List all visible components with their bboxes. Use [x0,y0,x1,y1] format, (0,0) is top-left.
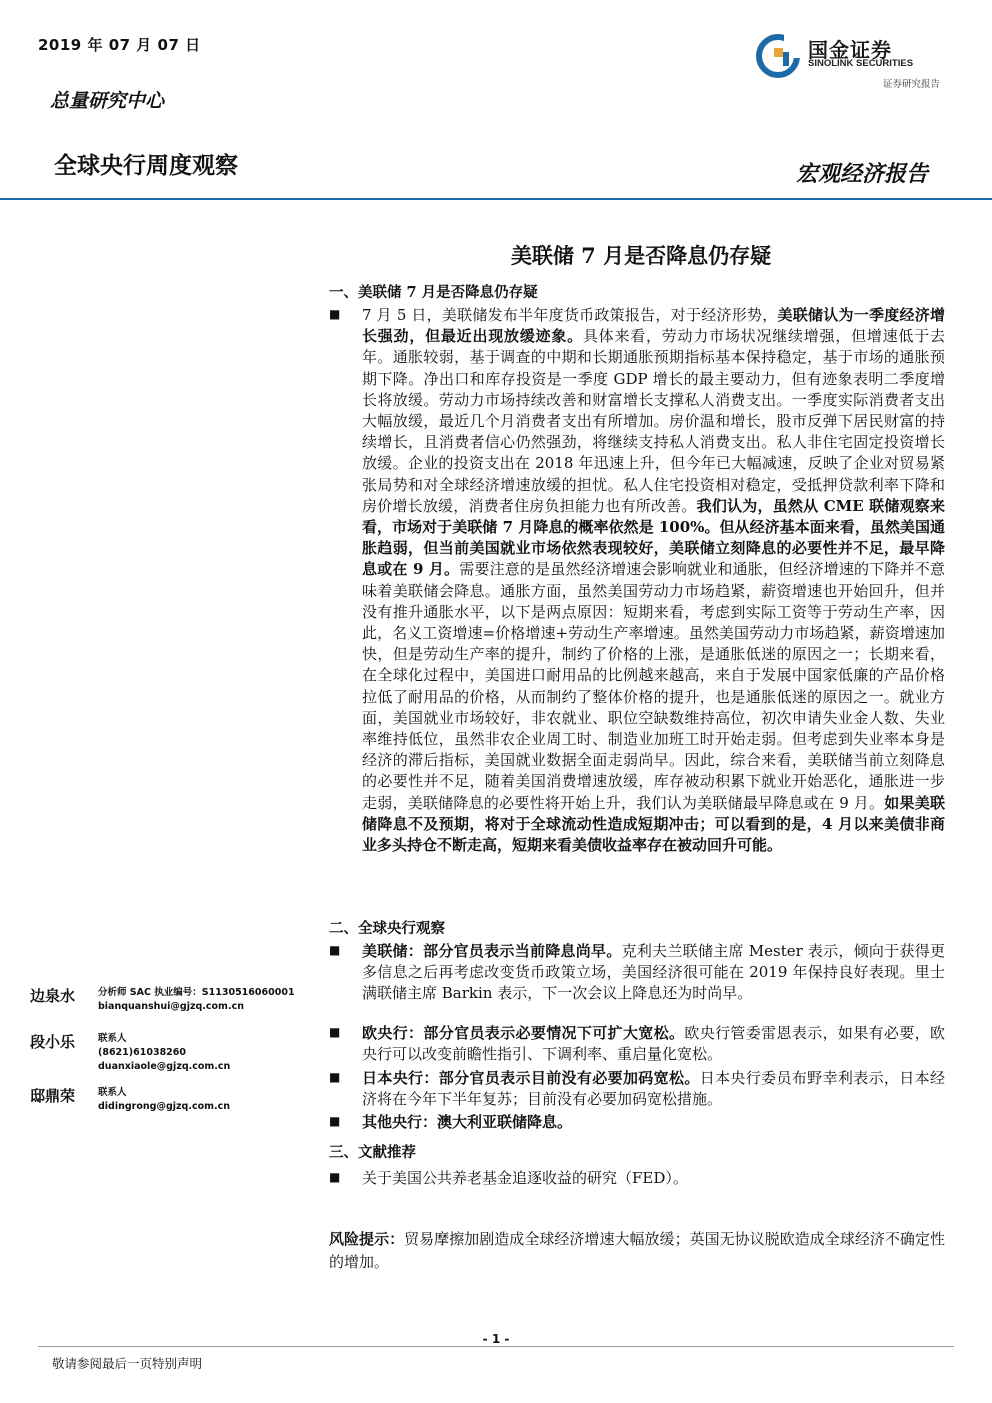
bullet-square-icon: ■ [329,1114,341,1128]
section-heading-3: 三、文献推荐 [329,1144,416,1161]
page-number: - 1 - [482,1332,510,1346]
paragraph-text: 7 月 5 日，美联储发布半年度货币政策报告，对于经济形势，美联储认为一季度经济增长强劲，但最近出现放缓迹象。具体来看，劳动力市场状况继续增强，但增速低于去年。通胀较弱，基于调查的中期和长期通胀预期指标基本保持稳定，基于市场的通胀预期下降。净出口和库存投资是一季度 GDP 增长的最主要动力，但有迹象表明二季度增长将放缓。劳动力市场持续改善和财富增长支撑私人消费支出。一季度实际消费者支出大幅放缓，最近几个月消费者支出有所增加。房价温和增长，股市反弹下居民财富的持续增长，且消费者信心仍然强劲，将继续支持私人消费支出。私人非住宅固定投资增长放缓。企业的投资支出在 2018 年迅速上升，但今年已大幅减速，反映了企业对贸易紧张局势和对全球经济增速放缓的担忧。私人住宅投资相对稳定，受抵押贷款利率下降和房价增长放缓，消费者住房负担能力也有所改善。我们认为，虽然从 CME 联储观察来看，市场对于美联储 7 月降息的概率依然是 100%。但从经济基本面来看，虽然美国通胀趋弱，但当前美国就业市场依然表现较好，美联储立刻降息的必要性并不足，最早降息或在 9 月。需要注意的是虽然经济增速会影响就业和通胀，但经济增速的下降并不意味着美联储会降息。通胀方面，虽然美国劳动力市场趋紧，薪资增速也开始回升，但并没有推升通胀水平，以下是两点原因：短期来看，考虑到实际工资等于劳动生产率，因此，名义工资增速=价格增速+劳动生产率增速。虽然美国劳动力市场趋紧，薪资增速加快，但是劳动生产率的提升，制约了价格的上涨，是通胀低迷的原因之一；长期来看，在全球化过程中，美国进口耐用品的比例越来越高，来自于发展中国家低廉的产品价格拉低了耐用品的价格，从而制约了整体价格的提升，也是通胀低迷的原因之一。就业方面，美国就业市场较好，非农就业、职位空缺数维持高位，初次申请失业金人数、失业率维持低位，虽然非农企业周工时、制造业加班工时开始走弱。但考虑到失业率本身是经济的滞后指标，美国就业数据全面走弱尚早。因此，综合来看，美联储当前立刻降息的必要性并不足，随着美国消费增速放缓，库存被动积累下就业开始恶化，通胀进一步走弱，美联储降息的必要性将开始上升，我们认为美联储最早降息或在 9 月。如果美联储降息不及预期，将对于全球流动性造成短期冲击；可以看到的是，4 月以来美债非商业多头持仓不断走高，短期来看美债收益率存在被动回升可能。 [362,306,945,855]
logo-chinese-name: 国金证券 [808,38,892,62]
section-2-item-boj: ■ 日本央行：部分官员表示目前没有必要加码宽松。日本央行委员布野幸利表示，日本经济将在今年下半年复苏；目前没有必要加码宽松措施。 [329,1069,945,1109]
section-2-item-ecb: ■ 欧央行：部分官员表示必要情况下可扩大宽松。欧央行管委雷恩表示，如果有必要，欧央行可以改变前瞻性指引、下调利率、重启量化宽松。 [329,1024,945,1064]
bullet-square-icon: ■ [329,1170,341,1184]
section-2-item-fed: ■ 美联储：部分官员表示当前降息尚早。克利夫兰联储主席 Mester 表示，倾向于获得更多信息之后再考虑改变货币政策立场，美国经济很可能在 2019 年保持良好表现。里士满联储主席 Barkin 表示，下一次会议上降息还为时尚早。 [329,942,945,1003]
author-name: 边泉水 [30,987,76,1005]
author-name: 邸鼎荣 [30,1087,76,1105]
report-date: 2019 年 07 月 07 日 [38,36,201,54]
risk-warning [329,1228,945,1274]
footer-divider [38,1346,954,1347]
author-name: 段小乐 [30,1033,76,1051]
bullet-square-icon: ■ [329,943,341,957]
report-series-title: 全球央行周度观察 [54,153,238,179]
logo-english-name: SINOLINK SECURITIES [808,58,914,69]
author-entry [30,1085,310,1125]
research-center-name: 总量研究中心 [50,90,165,112]
logo-mark-icon [756,30,806,80]
bullet-square-icon: ■ [329,307,341,321]
logo-subtitle: 证券研究报告 [882,79,940,90]
risk-label: 风险提示： [329,1230,405,1248]
risk-text: 贸易摩擦加剧造成全球经济增速大幅放缓；英国无协议脱欧造成全球经济不确定性的增加。 [329,1230,945,1271]
section-2-item-others: ■ 其他央行：澳大利亚联储降息。 [329,1113,573,1131]
company-logo [756,30,948,92]
author-entry [30,985,310,1031]
bullet-square-icon: ■ [329,1070,341,1084]
header-divider [0,198,992,200]
section-heading-2: 二、全球央行观察 [329,920,445,937]
author-entry [30,1031,310,1085]
author-contact: 分析师 SAC 执业编号：S1130516060001 bianquanshui@gjzq.com.cn [98,987,295,1012]
author-contact: 联系人 didingrong@gjzq.com.cn [98,1087,231,1112]
author-contact: 联系人 (8621)61038260 duanxiaole@gjzq.com.cn [98,1033,231,1072]
author-list [30,985,310,1125]
document-title: 美联储 7 月是否降息仍存疑 [510,243,772,268]
section-3-item: ■ 关于美国公共养老基金追逐收益的研究（FED）。 [329,1169,688,1187]
footer-disclaimer: 敬请参阅最后一页特别声明 [52,1356,203,1371]
bullet-square-icon: ■ [329,1025,341,1039]
report-type-label: 宏观经济报告 [795,161,928,187]
section-heading-1: 一、美联储 7 月是否降息仍存疑 [329,284,538,301]
section-1-paragraph [329,305,945,856]
